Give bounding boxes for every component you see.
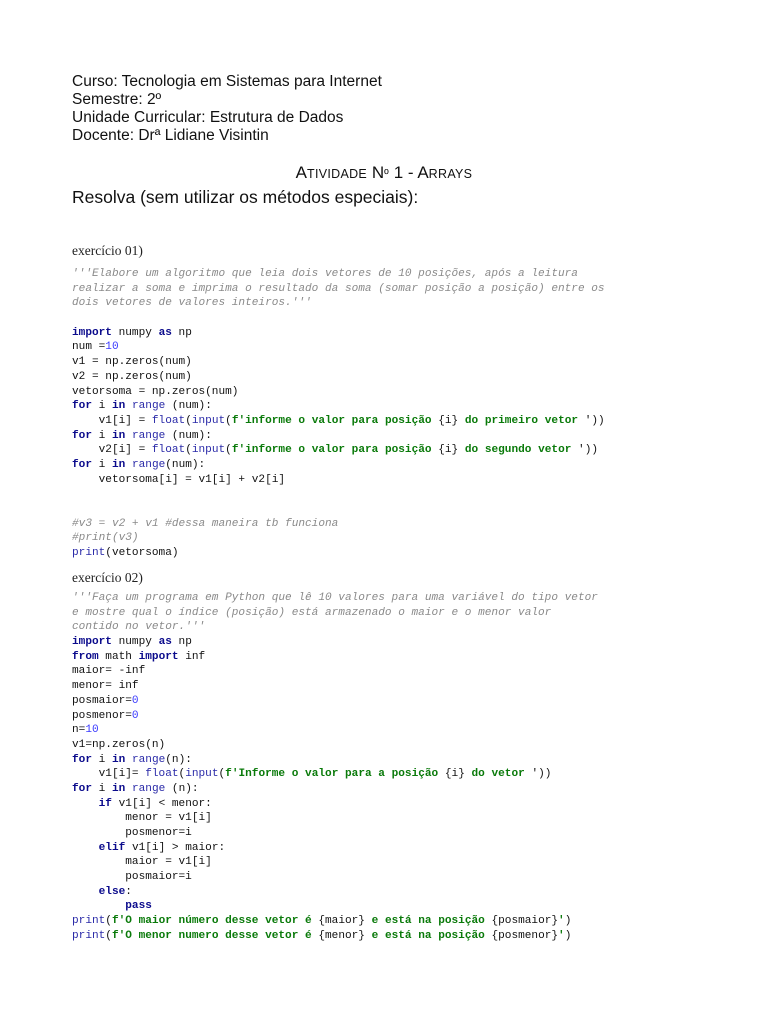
code-line xyxy=(72,650,598,665)
code-line xyxy=(72,664,598,679)
code-token-op: (vetorsoma) xyxy=(105,547,179,560)
code-line xyxy=(72,870,598,885)
code-line xyxy=(72,753,598,768)
code-line xyxy=(72,340,605,355)
code-line xyxy=(72,620,598,635)
code-token-kw: in xyxy=(111,429,126,442)
activity-title-rrays: RRAYS xyxy=(428,167,473,181)
code-token-op xyxy=(125,459,132,471)
code-token-op: n= xyxy=(72,724,86,737)
code-token-str: do primeiro vetor xyxy=(458,414,585,427)
code-token-kw: import xyxy=(72,636,112,649)
code-token-bi: print xyxy=(72,547,106,560)
code-line xyxy=(72,370,605,385)
code-line xyxy=(72,591,598,606)
code-token-op: math xyxy=(98,650,139,663)
code-token-op: inf xyxy=(178,650,206,663)
code-token-num: 0 xyxy=(131,709,139,722)
code-token-op: v1=np.zeros(n) xyxy=(72,738,166,751)
code-token-op: v1 = np.zeros(num) xyxy=(72,356,192,369)
code-line xyxy=(72,855,598,870)
code-token-bi: range xyxy=(131,400,166,413)
code-token-op: ( xyxy=(178,768,186,781)
code-token-kw: for xyxy=(72,458,92,471)
code-token-op: maior = v1[i] xyxy=(72,856,212,869)
code-token-op: (num): xyxy=(165,458,206,471)
code-token-op: v2 = np.zeros(num) xyxy=(72,370,192,383)
code-token-op: ) xyxy=(564,915,572,928)
code-token-op: {i} xyxy=(438,444,459,457)
code-token-op: i xyxy=(91,458,112,471)
code-token-op: ( xyxy=(185,444,192,457)
code-token-kw: import xyxy=(72,326,112,339)
code-line xyxy=(72,414,605,429)
activity-title-arrays-a: A xyxy=(417,163,429,182)
activity-title-ordinal: º xyxy=(384,167,389,181)
code-token-bi: range xyxy=(131,458,166,471)
code-token-kw: if xyxy=(98,797,112,810)
instructions-subtitle: Resolva (sem utilizar os métodos especiais): xyxy=(72,187,419,207)
code-token-op: (n): xyxy=(165,753,192,766)
code-line xyxy=(72,429,605,444)
code-token-str: f'O menor numero desse vetor é xyxy=(111,929,319,942)
code-token-str: f'O maior número desse vetor é xyxy=(111,915,319,928)
exercise-1-code xyxy=(72,267,605,561)
semester-line: Semestre: 2º xyxy=(72,91,162,108)
code-line xyxy=(72,296,605,311)
code-token-op xyxy=(72,798,99,810)
code-token-op: v2[i] = xyxy=(72,444,152,457)
code-token-com: #print(v3) xyxy=(72,532,139,545)
code-token-str: f'informe o valor para posição xyxy=(231,444,439,457)
code-line xyxy=(72,899,598,914)
code-token-op: posmaior= xyxy=(72,694,132,707)
code-token-doc: contido no vetor.''' xyxy=(72,621,206,634)
code-token-com: #v3 = v2 + v1 #dessa maneira tb funciona xyxy=(72,517,339,530)
course-line: Curso: Tecnologia em Sistemas para Internet xyxy=(72,73,382,90)
code-line xyxy=(72,811,598,826)
code-token-str: e está na posição xyxy=(364,929,492,942)
code-line xyxy=(72,797,598,812)
code-line xyxy=(72,282,605,297)
code-token-op: ( xyxy=(105,929,112,942)
code-token-op xyxy=(125,430,132,442)
code-token-op xyxy=(125,783,132,795)
code-token-op: i xyxy=(91,400,112,413)
course-header xyxy=(72,73,382,145)
code-token-str: e está na posição xyxy=(364,915,492,928)
code-token-op: np xyxy=(171,636,192,649)
code-token-str: ' xyxy=(558,915,565,928)
code-token-op: posmaior=i xyxy=(72,871,192,884)
code-token-kw: pass xyxy=(125,900,152,913)
exercise-1-label: exercício 01) xyxy=(72,243,143,258)
code-token-kw: for xyxy=(72,782,92,795)
code-line xyxy=(72,885,598,900)
code-token-doc: e mostre qual o índice (posição) está armazenado o maior e o menor valor xyxy=(72,606,552,619)
code-token-op: numpy xyxy=(111,636,159,649)
code-token-op: {posmenor} xyxy=(491,929,559,942)
activity-title xyxy=(0,163,768,184)
code-token-op: posmenor= xyxy=(72,709,132,722)
code-token-op: (num): xyxy=(165,429,212,442)
code-token-bi: print xyxy=(72,929,106,942)
code-token-bi: range xyxy=(131,753,166,766)
code-token-op: ')) xyxy=(584,414,605,427)
code-token-str: do vetor xyxy=(464,768,532,781)
code-line xyxy=(72,487,605,502)
code-token-op: ) xyxy=(564,929,572,942)
exercise-2-code xyxy=(72,591,598,944)
code-line xyxy=(72,929,598,944)
code-token-bi: input xyxy=(191,444,226,457)
code-token-kw: elif xyxy=(98,841,126,854)
code-line xyxy=(72,635,598,650)
code-token-op xyxy=(125,400,132,412)
code-token-op: menor= inf xyxy=(72,680,139,693)
code-token-op: posmenor=i xyxy=(72,827,192,839)
code-token-op: v1[i] < menor: xyxy=(111,797,212,810)
activity-title-a: A xyxy=(295,163,308,182)
code-line xyxy=(72,385,605,400)
code-token-bi: input xyxy=(191,414,226,427)
code-token-op xyxy=(72,900,125,912)
code-token-num: 10 xyxy=(85,724,99,737)
code-token-op: {menor} xyxy=(318,929,365,942)
code-line xyxy=(72,679,598,694)
code-line xyxy=(72,326,605,341)
teacher-line: Docente: Drª Lidiane Visintin xyxy=(72,127,269,144)
code-token-op: ')) xyxy=(578,444,599,457)
code-token-bi: print xyxy=(72,915,106,928)
code-token-op: {i} xyxy=(438,414,459,427)
code-token-kw: in xyxy=(111,753,126,766)
code-token-op: i xyxy=(91,782,112,795)
code-line xyxy=(72,914,598,929)
code-token-str: ' xyxy=(558,929,565,942)
code-token-op: ( xyxy=(225,414,232,427)
code-line xyxy=(72,517,605,532)
activity-title-n: N xyxy=(371,163,385,182)
code-token-kw: as xyxy=(158,636,172,649)
code-token-op: ( xyxy=(185,414,192,427)
code-token-op: (num): xyxy=(165,400,212,413)
code-token-op: i xyxy=(91,753,112,766)
code-token-kw: import xyxy=(138,650,179,663)
code-token-op xyxy=(72,842,99,854)
code-line xyxy=(72,782,598,797)
code-line xyxy=(72,606,598,621)
code-line xyxy=(72,473,605,488)
code-token-doc: '''Elabore um algoritmo que leia dois vetores de 10 posições, após a leitura xyxy=(72,268,578,280)
code-line xyxy=(72,738,598,753)
exercise-2-label: exercício 02) xyxy=(72,570,143,585)
activity-title-number: 1 - xyxy=(388,163,418,182)
code-token-kw: in xyxy=(111,458,126,471)
code-token-kw: for xyxy=(72,753,92,766)
code-line xyxy=(72,443,605,458)
code-token-bi: float xyxy=(151,414,186,427)
code-line xyxy=(72,355,605,370)
code-token-kw: in xyxy=(111,782,126,795)
code-token-kw: for xyxy=(72,400,92,413)
code-line xyxy=(72,767,598,782)
code-token-op: maior= -inf xyxy=(72,665,146,678)
code-token-str: f'Informe o valor para a posição xyxy=(225,768,445,781)
code-token-kw: else xyxy=(98,885,126,898)
code-line xyxy=(72,826,598,841)
code-token-kw: for xyxy=(72,429,92,442)
code-token-kw: in xyxy=(111,400,126,413)
code-token-num: 10 xyxy=(105,341,119,354)
code-line xyxy=(72,502,605,517)
code-token-op: numpy xyxy=(111,326,159,339)
code-token-op: vetorsoma = np.zeros(num) xyxy=(72,385,239,398)
code-token-op: : xyxy=(125,885,132,898)
code-token-doc: realizar a soma e imprima o resultado da soma (somar posição a posição) entre os xyxy=(72,282,605,295)
code-token-op: menor = v1[i] xyxy=(72,812,212,825)
code-token-bi: range xyxy=(131,782,166,795)
code-line xyxy=(72,546,605,561)
code-token-op: ( xyxy=(105,915,112,928)
code-token-op: ( xyxy=(225,444,232,457)
code-token-bi: float xyxy=(151,444,186,457)
code-line xyxy=(72,841,598,856)
code-token-op: ')) xyxy=(531,768,552,781)
code-line xyxy=(72,267,605,282)
code-token-bi: float xyxy=(145,768,179,781)
code-line xyxy=(72,311,605,326)
code-token-kw: from xyxy=(72,650,99,663)
code-token-op: np xyxy=(171,326,192,339)
code-token-op xyxy=(125,754,132,766)
activity-title-tividade: TIVIDADE xyxy=(307,167,368,181)
code-token-op xyxy=(72,886,99,898)
code-line xyxy=(72,694,598,709)
code-token-op: {i} xyxy=(444,768,465,781)
code-token-op: {posmaior} xyxy=(491,915,559,928)
code-line xyxy=(72,723,598,738)
code-token-op: v1[i]= xyxy=(72,768,146,781)
code-token-op: vetorsoma[i] = v1[i] + v2[i] xyxy=(72,473,286,486)
unit-line: Unidade Curricular: Estrutura de Dados xyxy=(72,109,344,126)
code-line xyxy=(72,709,598,724)
code-token-num: 0 xyxy=(131,694,139,707)
code-token-str: do segundo vetor xyxy=(458,444,579,457)
code-token-bi: range xyxy=(131,429,166,442)
code-token-op: num = xyxy=(72,341,106,354)
code-token-kw: as xyxy=(158,326,172,339)
code-token-op: i xyxy=(91,429,112,442)
code-token-bi: input xyxy=(185,768,219,781)
code-token-op: v1[i] > maior: xyxy=(125,841,226,854)
code-token-op: ( xyxy=(218,768,226,781)
code-token-op: (n): xyxy=(165,782,199,795)
code-token-op: v1[i] = xyxy=(72,414,152,427)
code-line xyxy=(72,458,605,473)
code-token-str: f'informe o valor para posição xyxy=(231,414,439,427)
code-line xyxy=(72,399,605,414)
code-token-doc: dois vetores de valores inteiros.''' xyxy=(72,297,312,310)
code-token-doc: '''Faça um programa em Python que lê 10 valores para uma variável do tipo vetor xyxy=(72,592,598,604)
code-line xyxy=(72,531,605,546)
code-token-op: {maior} xyxy=(318,915,365,928)
